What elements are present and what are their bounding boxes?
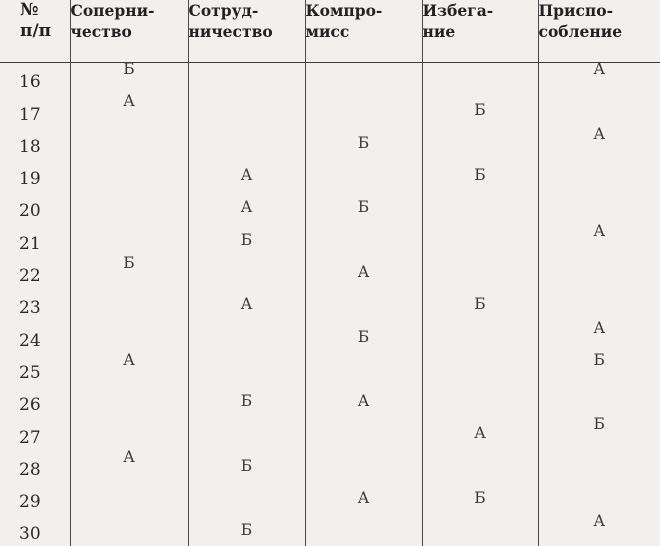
answer-cell bbox=[305, 482, 422, 514]
table-row bbox=[0, 514, 660, 546]
answer-cell bbox=[70, 253, 188, 288]
answer-cell bbox=[538, 514, 660, 546]
table-row bbox=[0, 385, 660, 417]
table-body bbox=[0, 62, 660, 546]
answer-cell bbox=[422, 127, 538, 159]
table-header bbox=[0, 0, 660, 62]
answer-mark: Б bbox=[123, 60, 135, 79]
answer-cell bbox=[422, 223, 538, 255]
answer-cell bbox=[305, 127, 422, 159]
answer-mark: Б bbox=[357, 327, 370, 346]
answer-mark: А bbox=[357, 489, 370, 507]
table-row bbox=[0, 417, 660, 449]
answer-cell bbox=[422, 417, 538, 449]
answer-cell bbox=[538, 191, 660, 223]
answer-mark: Б bbox=[474, 166, 486, 185]
answer-cell bbox=[305, 417, 422, 449]
table-row bbox=[0, 288, 660, 320]
answer-cell bbox=[188, 256, 305, 288]
answer-cell bbox=[70, 288, 188, 320]
answer-cell bbox=[305, 62, 422, 94]
answer-mark: Б bbox=[240, 392, 253, 411]
header-competition bbox=[70, 0, 188, 62]
answer-cell bbox=[70, 127, 188, 159]
answer-mark: А bbox=[593, 318, 606, 337]
answer-cell bbox=[305, 514, 422, 546]
answer-mark: Б bbox=[593, 415, 605, 434]
answer-mark: А bbox=[240, 295, 253, 314]
answer-cell bbox=[538, 159, 660, 191]
answer-cell bbox=[70, 159, 188, 191]
answer-mark: Б bbox=[474, 489, 486, 507]
answer-mark: А bbox=[474, 424, 486, 443]
answer-cell bbox=[188, 62, 305, 94]
table-row bbox=[0, 482, 660, 514]
answer-cell bbox=[188, 159, 305, 191]
table-row bbox=[0, 159, 660, 191]
answer-cell bbox=[70, 94, 188, 126]
answer-cell bbox=[422, 320, 538, 352]
answer-cell bbox=[538, 482, 660, 514]
answer-cell bbox=[188, 191, 305, 223]
answer-cell bbox=[538, 450, 660, 482]
answer-cell bbox=[538, 94, 660, 126]
answer-cell bbox=[422, 353, 538, 385]
answer-mark: Б bbox=[357, 198, 370, 217]
answer-cell bbox=[422, 288, 538, 320]
answer-cell bbox=[188, 353, 305, 385]
answer-cell bbox=[422, 450, 538, 482]
answer-cell bbox=[422, 256, 538, 288]
answer-cell bbox=[188, 288, 305, 320]
table-row bbox=[0, 223, 660, 255]
header-line: ничество bbox=[188, 22, 273, 41]
answer-cell bbox=[538, 288, 660, 320]
answer-cell bbox=[70, 417, 188, 449]
answer-cell bbox=[538, 417, 660, 449]
table-row bbox=[0, 62, 660, 94]
header-line: Приспо- bbox=[538, 1, 614, 20]
answer-mark: Б bbox=[357, 133, 370, 152]
answer-cell bbox=[70, 320, 188, 352]
answer-cell bbox=[188, 385, 305, 417]
row-number: 25 bbox=[0, 353, 70, 385]
answer-mark: А bbox=[357, 262, 370, 281]
answer-cell bbox=[422, 62, 538, 94]
header-line: ние bbox=[422, 22, 456, 41]
header-line: Компро- bbox=[305, 1, 383, 20]
answer-cell bbox=[422, 94, 538, 126]
table-row bbox=[0, 127, 660, 159]
header-compromise bbox=[305, 0, 422, 62]
header-line: Избега- bbox=[422, 1, 494, 20]
answer-cell bbox=[188, 514, 305, 546]
table-row bbox=[0, 191, 660, 223]
header-line: мисс bbox=[305, 22, 350, 41]
row-number: 21 bbox=[0, 223, 70, 255]
row-number: 23 bbox=[0, 288, 70, 320]
header-line: Соперни- bbox=[70, 1, 155, 20]
answer-cell bbox=[422, 514, 538, 546]
answer-mark: А bbox=[123, 92, 135, 111]
answer-mark: А bbox=[240, 166, 253, 185]
answer-mark: А bbox=[593, 60, 606, 79]
table-row bbox=[0, 353, 660, 385]
answer-cell bbox=[70, 350, 188, 385]
answer-mark: Б bbox=[240, 230, 253, 249]
answer-cell bbox=[538, 124, 660, 159]
answer-cell bbox=[70, 62, 188, 94]
header-line: Сотруд- bbox=[188, 1, 259, 20]
answer-cell bbox=[422, 385, 538, 417]
answer-cell bbox=[188, 320, 305, 352]
header-avoidance bbox=[422, 0, 538, 62]
header-accommodation bbox=[538, 0, 660, 62]
answer-cell bbox=[70, 482, 188, 514]
row-number: 18 bbox=[0, 127, 70, 159]
header-collaboration bbox=[188, 0, 305, 62]
table-row bbox=[0, 450, 660, 482]
header-line: № bbox=[20, 0, 39, 20]
row-number: 27 bbox=[0, 417, 70, 449]
row-number: 29 bbox=[0, 482, 70, 514]
row-number: 17 bbox=[0, 94, 70, 126]
answer-cell bbox=[188, 482, 305, 514]
answer-cell bbox=[188, 450, 305, 482]
table-row bbox=[0, 256, 660, 288]
answer-cell bbox=[305, 94, 422, 126]
answer-cell bbox=[305, 223, 422, 255]
answer-cell bbox=[70, 191, 188, 223]
header-row bbox=[0, 0, 660, 62]
answer-cell bbox=[422, 482, 538, 514]
answer-mark: А bbox=[123, 350, 135, 369]
row-number: 30 bbox=[0, 514, 70, 546]
row-number: 19 bbox=[0, 159, 70, 191]
answer-cell bbox=[188, 94, 305, 126]
answer-cell bbox=[305, 353, 422, 385]
table-row bbox=[0, 320, 660, 352]
answer-cell bbox=[305, 159, 422, 191]
header-line: п/п bbox=[20, 21, 52, 41]
answer-cell bbox=[188, 417, 305, 449]
table-row bbox=[0, 94, 660, 126]
answer-cell bbox=[188, 223, 305, 255]
answer-cell bbox=[305, 191, 422, 223]
row-number: 22 bbox=[0, 256, 70, 288]
answer-mark: А bbox=[593, 221, 606, 240]
answer-cell bbox=[305, 288, 422, 320]
answer-cell bbox=[538, 223, 660, 255]
header-line: собление bbox=[538, 22, 623, 41]
row-number: 20 bbox=[0, 191, 70, 223]
answer-mark: А bbox=[593, 512, 606, 531]
answer-cell bbox=[538, 256, 660, 288]
header-number bbox=[0, 0, 70, 62]
answer-mark: А bbox=[593, 124, 606, 143]
row-number: 24 bbox=[0, 320, 70, 352]
answer-cell bbox=[422, 159, 538, 191]
row-number: 28 bbox=[0, 450, 70, 482]
answer-cell bbox=[538, 350, 660, 385]
answer-cell bbox=[188, 127, 305, 159]
answer-cell bbox=[538, 385, 660, 417]
answer-mark: Б bbox=[474, 295, 486, 314]
answer-mark: Б bbox=[240, 521, 253, 540]
answer-mark: Б bbox=[123, 253, 135, 272]
answer-cell bbox=[305, 450, 422, 482]
answer-cell bbox=[70, 447, 188, 482]
answer-cell bbox=[305, 256, 422, 288]
answer-cell bbox=[70, 385, 188, 417]
answer-mark: Б bbox=[593, 350, 605, 369]
header-line: чество bbox=[70, 22, 132, 41]
answer-cell bbox=[538, 320, 660, 352]
answer-cell bbox=[538, 62, 660, 94]
answer-cell bbox=[70, 223, 188, 255]
answer-cell bbox=[305, 320, 422, 352]
answer-mark: А bbox=[123, 447, 135, 466]
answer-mark: А bbox=[357, 392, 370, 411]
row-number: 16 bbox=[0, 62, 70, 94]
answer-mark: Б bbox=[474, 101, 486, 120]
answer-cell bbox=[305, 385, 422, 417]
answer-mark: Б bbox=[240, 456, 253, 475]
answer-cell bbox=[422, 191, 538, 223]
answer-mark: А bbox=[240, 198, 253, 217]
row-number: 26 bbox=[0, 385, 70, 417]
answer-cell bbox=[70, 514, 188, 546]
